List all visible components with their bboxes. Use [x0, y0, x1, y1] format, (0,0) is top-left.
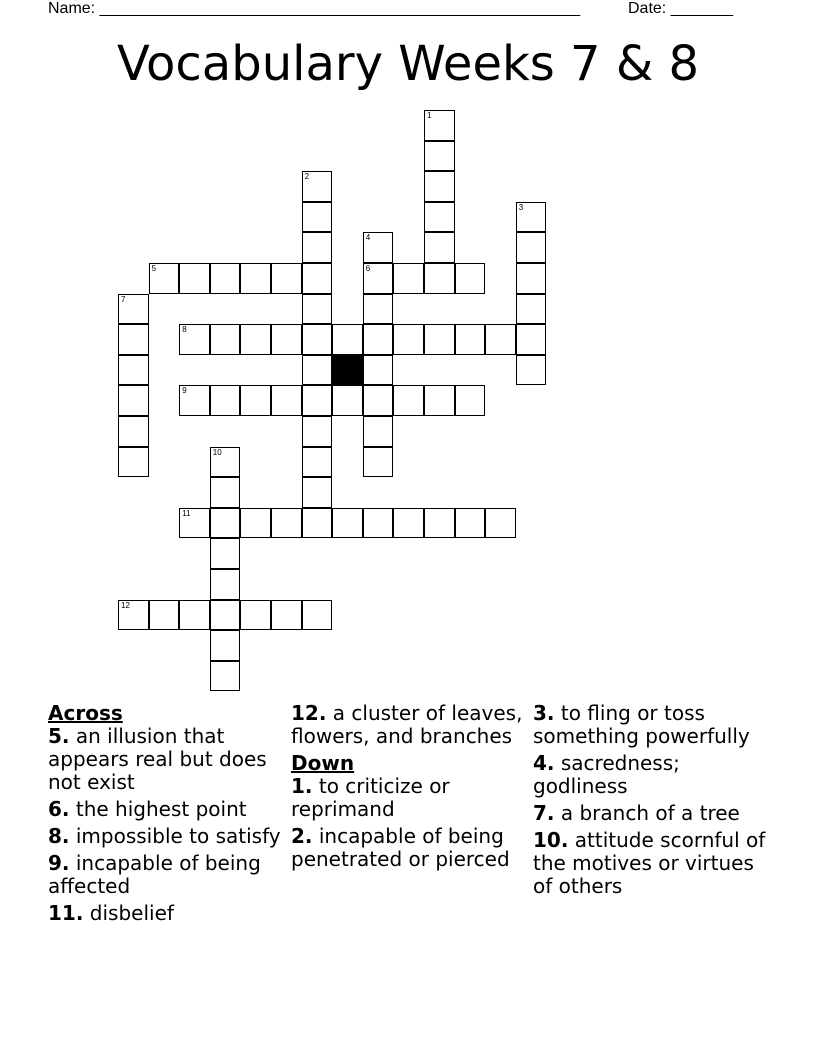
grid-cell[interactable] [363, 416, 394, 447]
grid-cell[interactable] [210, 661, 241, 692]
cell-number: 3 [518, 202, 524, 212]
grid-cell[interactable] [210, 263, 241, 294]
grid-cell[interactable] [210, 569, 241, 600]
grid-cell[interactable] [302, 477, 333, 508]
grid-cell[interactable] [302, 355, 333, 386]
cell-number: 5 [151, 264, 157, 273]
down-clue-10 [533, 829, 773, 898]
grid-cell[interactable] [393, 385, 424, 416]
grid-cell[interactable] [179, 324, 210, 355]
clue-number: 8. [48, 824, 70, 848]
grid-cell[interactable] [485, 324, 516, 355]
grid-cell[interactable] [210, 385, 241, 416]
name-line: Name: ______________________________________________________ [48, 0, 581, 17]
clue-number: 9. [48, 851, 70, 875]
cell-number: 11 [182, 508, 191, 518]
clue-number: 12. [291, 701, 327, 725]
grid-cell[interactable] [302, 324, 333, 355]
grid-cell[interactable] [455, 385, 486, 416]
clue-text: disbelief [89, 901, 174, 925]
clues-column-2 [291, 702, 527, 875]
down-clue-4 [533, 752, 773, 798]
grid-cell[interactable] [240, 385, 271, 416]
grid-cell[interactable] [485, 508, 516, 539]
grid-cell[interactable] [240, 600, 271, 631]
grid-cell[interactable] [240, 508, 271, 539]
down-clue-3 [533, 702, 773, 748]
grid-cell[interactable] [363, 447, 394, 478]
grid-cell[interactable] [118, 447, 149, 478]
grid-cell[interactable] [179, 600, 210, 631]
grid-cell[interactable] [363, 294, 394, 325]
grid-cell[interactable] [455, 263, 486, 294]
grid-cell[interactable] [271, 324, 302, 355]
across-clue-8 [48, 825, 284, 848]
grid-cell[interactable] [271, 600, 302, 631]
clue-number: 1. [291, 774, 313, 798]
grid-cell[interactable] [455, 508, 486, 539]
grid-cell[interactable] [424, 171, 455, 202]
cell-number: 7 [121, 294, 126, 304]
grid-cell[interactable] [302, 232, 333, 263]
grid-cell[interactable] [516, 202, 547, 233]
grid-cell[interactable] [210, 508, 241, 539]
clue-text: an illusion that appears real but does not exist [48, 724, 267, 794]
clue-number: 6. [48, 797, 70, 821]
down-clue-2 [291, 825, 527, 871]
grid-cell[interactable] [424, 141, 455, 172]
grid-cell[interactable] [210, 324, 241, 355]
clue-number: 3. [533, 701, 555, 725]
grid-cell[interactable] [118, 600, 149, 631]
grid-cell[interactable] [271, 263, 302, 294]
cell-number: 1 [427, 111, 432, 120]
grid-cell[interactable] [424, 508, 455, 539]
grid-cell[interactable] [271, 508, 302, 539]
clues-column-1 [48, 702, 284, 929]
across-heading: Across [48, 701, 123, 725]
grid-cell[interactable] [302, 385, 333, 416]
grid-cell[interactable] [118, 294, 149, 325]
grid-cell[interactable] [149, 263, 180, 294]
grid-cell[interactable] [179, 508, 210, 539]
grid-cell[interactable] [516, 355, 547, 386]
grid-cell[interactable] [516, 232, 547, 263]
clue-text: attitude scornful of the motives or virtues of others [533, 828, 766, 898]
grid-cell[interactable] [332, 508, 363, 539]
grid-cell[interactable] [363, 385, 394, 416]
grid-cell[interactable] [240, 263, 271, 294]
down-clue-7 [533, 802, 773, 825]
grid-cell[interactable] [516, 263, 547, 294]
grid-cell[interactable] [363, 355, 394, 386]
across-clue-9 [48, 852, 284, 898]
grid-cell[interactable] [424, 110, 455, 141]
clue-text: to criticize or reprimand [291, 774, 450, 821]
cell-number: 8 [182, 325, 187, 335]
grid-cell[interactable] [240, 324, 271, 355]
clue-number: 10. [533, 828, 569, 852]
down-heading: Down [291, 751, 355, 775]
clue-text: sacredness; godliness [533, 751, 680, 798]
across-clue-12 [291, 702, 527, 748]
grid-cell[interactable] [271, 385, 302, 416]
grid-cell[interactable] [393, 324, 424, 355]
grid-cell[interactable] [363, 232, 394, 263]
grid-cell[interactable] [118, 385, 149, 416]
grid-cell[interactable] [179, 263, 210, 294]
down-clue-1 [291, 775, 527, 821]
grid-cell[interactable] [302, 600, 333, 631]
grid-cell[interactable] [118, 355, 149, 386]
clue-text: impossible to satisfy [75, 824, 281, 848]
grid-cell[interactable] [516, 294, 547, 325]
grid-cell[interactable] [302, 416, 333, 447]
black-cell [332, 355, 363, 386]
grid-cell[interactable] [210, 477, 241, 508]
grid-cell[interactable] [302, 171, 333, 202]
cell-number: 2 [304, 172, 310, 182]
grid-cell[interactable] [363, 324, 394, 355]
clue-text: incapable of being penetrated or pierced [291, 824, 510, 871]
grid-cell[interactable] [210, 630, 241, 661]
grid-cell[interactable] [424, 202, 455, 233]
grid-cell[interactable] [302, 447, 333, 478]
grid-cell[interactable] [363, 508, 394, 539]
grid-cell[interactable] [393, 508, 424, 539]
grid-cell[interactable] [118, 324, 149, 355]
grid-cell[interactable] [363, 263, 394, 294]
grid-cell[interactable] [149, 600, 180, 631]
clue-text: to fling or toss something powerfully [533, 701, 750, 748]
grid-cell[interactable] [424, 385, 455, 416]
grid-cell[interactable] [332, 385, 363, 416]
grid-cell[interactable] [210, 538, 241, 569]
clue-text: incapable of being affected [48, 851, 261, 898]
clue-number: 2. [291, 824, 313, 848]
grid-cell[interactable] [179, 385, 210, 416]
across-clue-5 [48, 725, 284, 794]
grid-cell[interactable] [424, 263, 455, 294]
clue-text: the highest point [75, 797, 247, 821]
grid-cell[interactable] [210, 447, 241, 478]
clues-column-3 [533, 702, 773, 902]
grid-cell[interactable] [302, 508, 333, 539]
grid-cell[interactable] [118, 416, 149, 447]
date-line: Date: _______ [628, 0, 733, 17]
grid-cell[interactable] [516, 324, 547, 355]
page-title: Vocabulary Weeks 7 & 8 [116, 36, 700, 92]
across-clue-11 [48, 902, 284, 925]
cell-number: 4 [365, 233, 371, 243]
grid-cell[interactable] [393, 263, 424, 294]
clue-number: 11. [48, 901, 84, 925]
cell-number: 10 [212, 447, 222, 457]
grid-cell[interactable] [302, 202, 333, 233]
grid-cell[interactable] [302, 294, 333, 325]
grid-cell[interactable] [424, 232, 455, 263]
grid-cell[interactable] [455, 324, 486, 355]
across-clue-6 [48, 798, 284, 821]
clue-text: a cluster of leaves, flowers, and branches [291, 701, 523, 748]
cell-number: 12 [121, 600, 130, 610]
cell-number: 6 [365, 264, 371, 273]
clue-number: 5. [48, 724, 70, 748]
grid-cell[interactable] [424, 324, 455, 355]
clue-number: 4. [533, 751, 555, 775]
clue-number: 7. [533, 801, 555, 825]
clue-text: a branch of a tree [560, 801, 740, 825]
grid-cell[interactable] [332, 324, 363, 355]
cell-number: 9 [182, 386, 187, 396]
grid-cell[interactable] [302, 263, 333, 294]
grid-cell[interactable] [210, 600, 241, 631]
